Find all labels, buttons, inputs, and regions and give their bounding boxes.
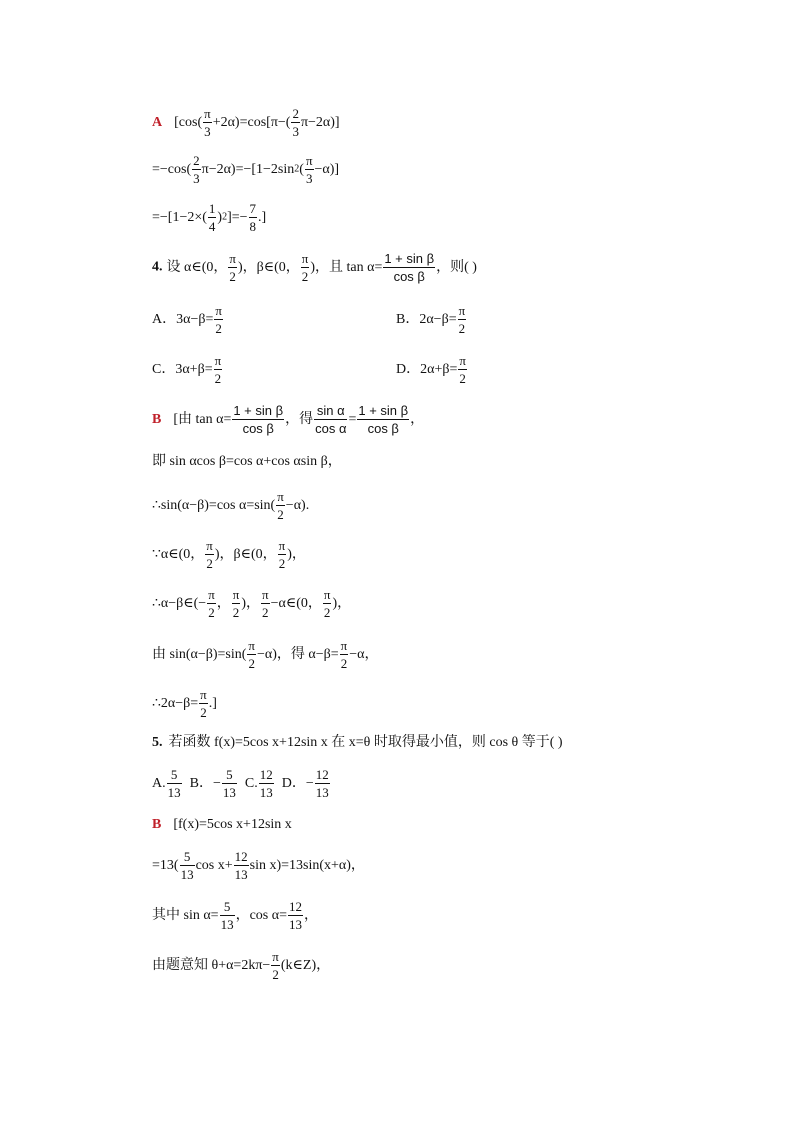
math-text: (k∈Z)， (280, 957, 331, 973)
math-text: .] (258, 209, 267, 225)
math-text: ，得 (285, 411, 314, 427)
question-number: 4. (152, 259, 163, 275)
option-label: B．2α−β= (396, 311, 457, 327)
fraction: $\frac{1}{4}$ (208, 201, 216, 234)
fraction: $\frac{\pi}{2}$ (277, 489, 284, 522)
option-c (152, 352, 223, 387)
math-text: π−2α)=−[1−2sin (201, 161, 295, 177)
answer-letter: B (152, 817, 162, 832)
math-text: ，cos α= (235, 907, 287, 923)
math-text: ]=− (227, 209, 248, 225)
fraction: $\frac{\pi}{2}$ (232, 587, 240, 620)
option-a (152, 302, 224, 337)
fraction: $\frac{\pi}{2}$ (340, 638, 348, 671)
math-text: ， (410, 411, 425, 427)
solution-5-line-3 (152, 898, 318, 933)
math-text: )，且 tan α= (310, 259, 383, 275)
fraction: $\frac{5}{13}$ (220, 899, 234, 932)
fraction: $\frac{2}{3}$ (193, 153, 200, 186)
math-text: +2α)=cos[π−( (212, 114, 291, 130)
solution-3-line-2 (152, 152, 339, 187)
math-text: ) (217, 209, 223, 225)
fraction: $\frac{\pi}{2}$ (206, 538, 213, 571)
question-number: 5. (152, 735, 163, 750)
solution-4-line-5 (152, 586, 351, 621)
math-text: =13( (152, 857, 179, 873)
solution-4-line-7 (152, 686, 217, 721)
solution-3-line-3 (152, 200, 266, 235)
option-d (396, 352, 468, 387)
fraction: $\frac{5}{13}$ (180, 849, 194, 882)
fraction: $\frac{\text{sin α}}{\text{cos α}}$ (315, 403, 347, 436)
question-5-options (152, 766, 331, 801)
math-text: ，则( ) (436, 259, 477, 275)
math-text: 其中 sin α= (152, 907, 219, 923)
math-text: π−2α)] (300, 114, 340, 130)
fraction: $\frac{\text{1 + sin β}}{\text{cos β}}$ (233, 403, 284, 436)
fraction: $\frac{12}{13}$ (234, 849, 248, 882)
math-text: −α). (285, 497, 310, 513)
math-text: −α)，得 α−β= (257, 646, 339, 662)
math-text: =−[1−2×( (152, 209, 207, 225)
math-text: 由题意知 θ+α=2kπ− (152, 957, 271, 973)
math-text: ， (216, 595, 231, 611)
exponent: 2 (222, 211, 228, 223)
math-text: [cos( (174, 114, 203, 130)
answer-letter: A (152, 114, 163, 130)
fraction: $\frac{\pi}{2}$ (323, 587, 331, 620)
fraction: $\frac{2}{3}$ (292, 106, 299, 139)
math-text: −α)] (314, 161, 340, 177)
solution-5-line-2 (152, 848, 365, 883)
fraction: $\frac{12}{13}$ (259, 767, 273, 800)
answer-letter: B (152, 411, 162, 427)
fraction: $\frac{\pi}{2}$ (229, 251, 236, 284)
fraction: $\frac{\pi}{2}$ (458, 303, 466, 336)
fraction: $\frac{\pi}{2}$ (278, 538, 286, 571)
math-text: )，β∈(0， (214, 546, 277, 562)
math-text: =−cos( (152, 161, 192, 177)
exponent: 2 (294, 163, 300, 175)
fraction: $\frac{\pi}{2}$ (262, 587, 269, 620)
option-label: D．− (274, 775, 314, 791)
fraction: $\frac{5}{13}$ (222, 767, 236, 800)
math-text: cos x+ (195, 857, 233, 873)
fraction: $\frac{\pi}{2}$ (248, 638, 255, 671)
option-label: A．3α−β= (152, 311, 214, 327)
fraction: $\frac{\text{1 + sin β}}{\text{cos β}}$ (384, 251, 435, 284)
fraction: $\frac{\pi}{3}$ (204, 106, 211, 139)
math-text: )， (287, 546, 306, 562)
math-text: [f(x)=5cos x+12sin x (173, 817, 292, 832)
fraction: $\frac{12}{13}$ (288, 899, 302, 932)
solution-4-line-1 (152, 402, 424, 437)
math-text: 由 sin(α−β)=sin( (152, 646, 247, 662)
question-text: 若函数 f(x)=5cos x+12sin x 在 x=θ 时取得最小值，则 cos θ 等于( ) (168, 735, 563, 750)
option-label: C. (237, 775, 258, 791)
math-text: ∴α−β∈(− (152, 595, 207, 611)
fraction: $\frac{\text{1 + sin β}}{\text{cos β}}$ (358, 403, 409, 436)
question-5 (152, 736, 563, 750)
question-4 (152, 250, 477, 285)
fraction: $\frac{7}{8}$ (249, 201, 257, 234)
solution-5-line-4 (152, 948, 330, 983)
option-b (396, 302, 467, 337)
solution-4-line-3 (152, 488, 309, 523)
math-text: ∵α∈(0， (152, 546, 205, 562)
math-text: )， (332, 595, 352, 611)
option-label: B．− (182, 775, 221, 791)
math-text: ， (303, 907, 318, 923)
math-text: 设 α∈(0， (166, 259, 228, 275)
fraction: $\frac{\pi}{2}$ (214, 353, 222, 386)
math-text: ( (299, 161, 304, 177)
fraction: $\frac{\pi}{2}$ (459, 353, 466, 386)
solution-3-line-1 (152, 105, 340, 140)
math-text: )，β∈(0， (237, 259, 300, 275)
math-text: = (348, 411, 357, 427)
math-text: )， (241, 595, 261, 611)
solution-4-line-2: 即 sin αcos β=cos α+cos αsin β， (152, 454, 342, 469)
option-label: A. (152, 775, 166, 791)
math-text: −α∈(0， (270, 595, 322, 611)
fraction: $\frac{\pi}{2}$ (215, 303, 222, 336)
solution-4-line-6 (152, 637, 378, 672)
option-label: C．3α+β= (152, 361, 213, 377)
fraction: $\frac{5}{13}$ (167, 767, 181, 800)
solution-4-line-4 (152, 537, 306, 572)
fraction: $\frac{\pi}{2}$ (200, 687, 207, 720)
fraction: $\frac{12}{13}$ (315, 767, 329, 800)
fraction: $\frac{\pi}{2}$ (301, 251, 309, 284)
math-text: .] (208, 695, 217, 711)
fraction: $\frac{\pi}{2}$ (272, 949, 279, 982)
fraction: $\frac{\pi}{3}$ (305, 153, 313, 186)
math-text: sin x)=13sin(x+α)， (249, 857, 365, 873)
solution-5-line-1 (152, 818, 292, 832)
math-text: −α， (349, 646, 379, 662)
math-text: ∴sin(α−β)=cos α=sin( (152, 497, 276, 513)
math-text: [由 tan α= (173, 411, 232, 427)
math-text: ∴2α−β= (152, 695, 199, 711)
fraction: $\frac{\pi}{2}$ (208, 587, 215, 620)
option-label: D．2α+β= (396, 361, 458, 377)
